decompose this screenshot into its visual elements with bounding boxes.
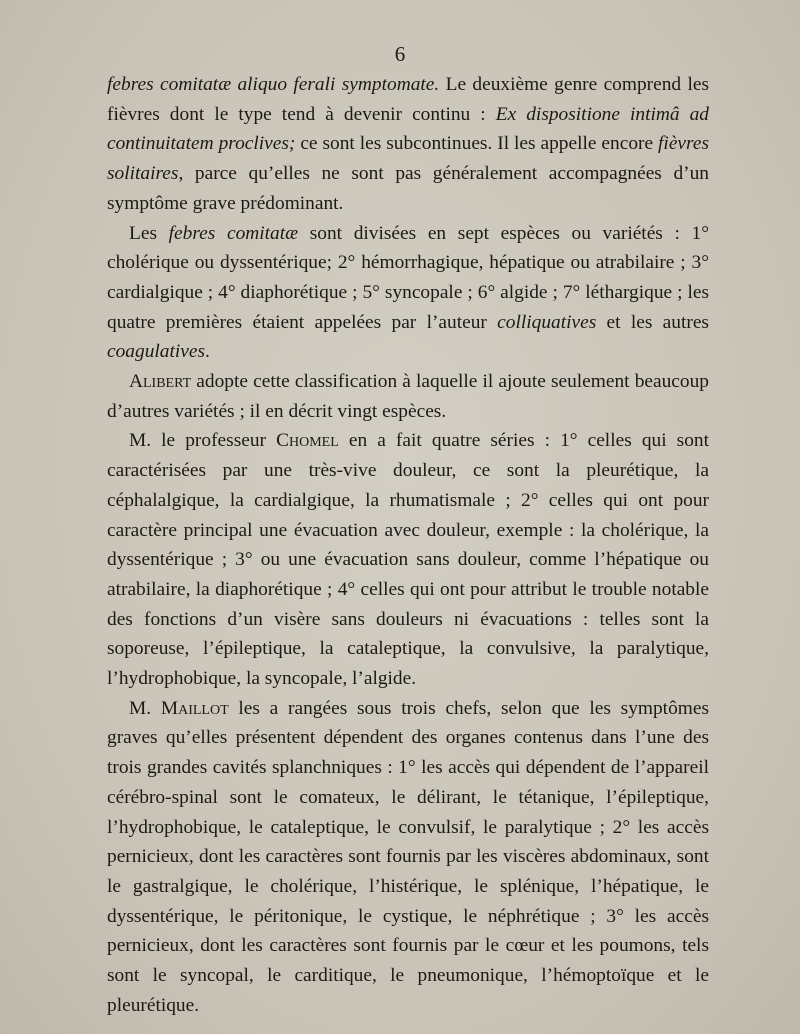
- text-run: les a rangées sous trois chefs, selon que les symptômes graves qu’elles présentent dépendent des organes contenus dans l’une des trois grandes cavités splanchniques : 1° les accès qui dépendent de l’appareil cérébro-spinal sont le comateux, le délirant, le tétanique, l’épileptique, l’hydrophobique, le cataleptique, le convulsif, le paralytique ; 2° les accès pernicieux, dont les caractères sont fournis par les viscères abdominaux, sont le gastralgique, le cholérique, l’histérique, le splénique, l’hépatique, le dyssentérique, le péritonique, le cystique, le néphrétique ; 3° les accès pernicieux, dont les caractères sont fournis par le cœur et les poumons, tels sont le syncopal, le carditique, le pneumonique, l’hémoptoïque et le pleurétique.: [107, 697, 710, 1016]
- text-run: sont divisées en sept espèces ou variétés : 1° cholérique ou dyssentérique; 2° hémorrhagique, hépatique ou atrabilaire ; 3° cardialgique ; 4° diaphorétique ; 5° syncopale ; 6° algide ; 7° léthargique ; les quatre premières étaient appelées par l’auteur: [107, 222, 709, 333]
- author-name: Maillot: [160, 697, 229, 719]
- author-name: Alibert: [129, 371, 192, 393]
- italic-text: fièvres solitaires: [107, 133, 710, 185]
- text-run: Les: [129, 222, 169, 244]
- text-run: adopte cette classification à laquelle il ajoute seulement beaucoup d’autres variétés ; il en décrit vingt espèces.: [107, 371, 709, 422]
- paragraph: [107, 219, 709, 368]
- paragraph: [107, 367, 709, 426]
- text-run: ce sont les subcontinues. Il les appelle encore: [295, 133, 659, 155]
- italic-text: febres comitatæ aliquo ferali symptomate.: [107, 74, 440, 95]
- paragraph: [107, 426, 709, 693]
- italic-text: Ex dispositione intimâ ad continuitatem proclives;: [107, 103, 710, 155]
- author-name: Chomel: [276, 430, 339, 452]
- paragraph: [107, 70, 709, 219]
- page-number: 6: [394, 42, 406, 66]
- text-run: M. le professeur: [129, 430, 277, 452]
- italic-text: colliquatives: [497, 311, 597, 333]
- page-text-body: [107, 70, 709, 1021]
- paragraph: [107, 694, 709, 1021]
- italic-text: coagulatives: [107, 341, 206, 363]
- text-run: Le deuxième genre comprend les fièvres dont le type tend à devenir continu :: [107, 74, 710, 125]
- text-run: et les autres: [596, 311, 709, 333]
- text-run: en a fait quatre séries : 1° celles qui sont caractérisées par une très-vive douleur, ce sont la pleurétique, la céphalalgique, la cardialgique, la rhumatismale ; 2° celles qui ont pour caractère principal une évacuation avec douleur, exemple : la cholérique, la dyssentérique ; 3° ou une évacuation sans douleur, comme l’hépatique ou atrabilaire, la diaphorétique ; 4° celles qui ont pour attribut le trouble notable des fonctions d’un visère sans douleurs ni évacuations : telles sont la soporeuse, l’épileptique, la cataleptique, la convulsive, la paralytique, l’hydrophobique, la syncopale, l’algide.: [107, 430, 709, 690]
- text-run: .: [205, 341, 210, 363]
- italic-text: febres comitatæ: [168, 222, 299, 244]
- text-run: M.: [129, 697, 161, 719]
- text-run: , parce qu’elles ne sont pas généralement accompagnées d’un symptôme grave prédominant.: [107, 163, 709, 214]
